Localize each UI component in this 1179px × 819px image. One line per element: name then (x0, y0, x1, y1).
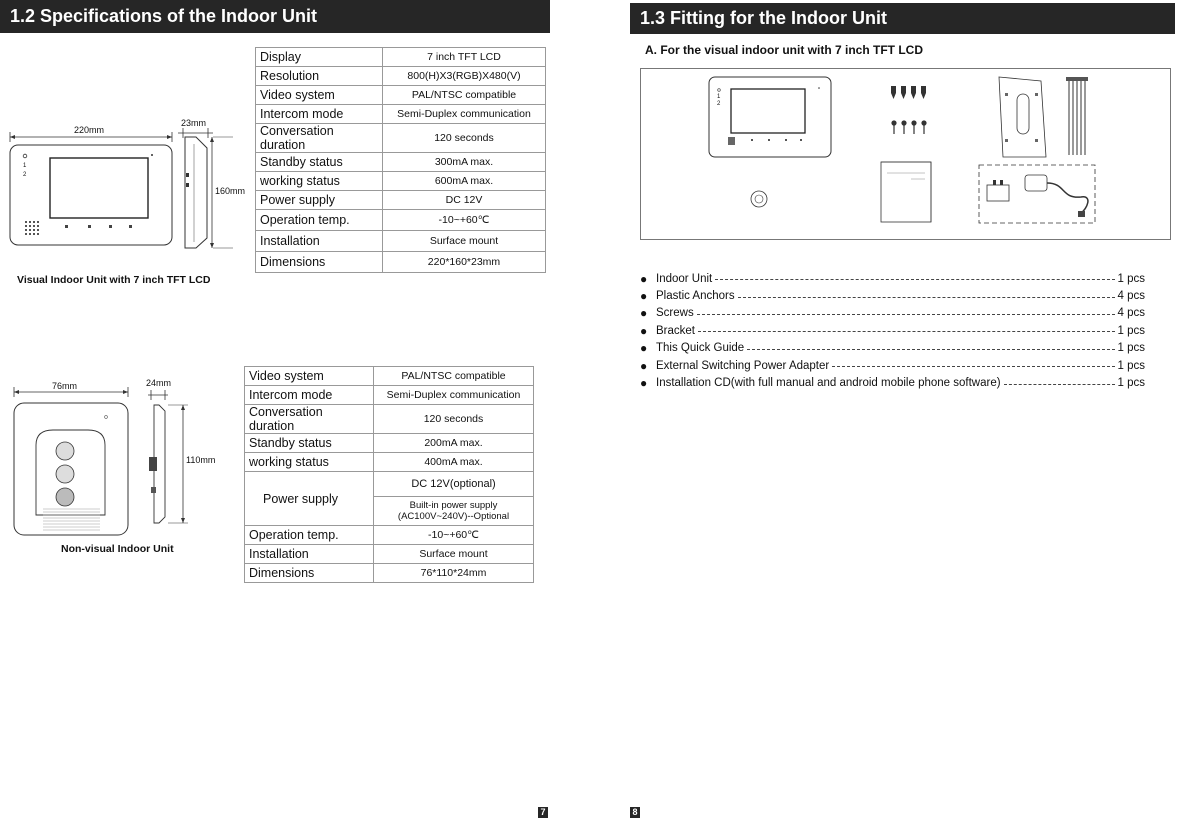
fittings-list (640, 270, 1145, 392)
spec-label: Installation (256, 231, 383, 252)
visual-unit-svg (8, 118, 248, 258)
spec-row (245, 526, 534, 545)
spec-row (256, 172, 546, 191)
spec-row (256, 67, 546, 86)
spec-label: Conversation duration (256, 124, 383, 153)
fitting-item-qty: 1 pcs (1117, 377, 1145, 390)
spec-value: 120 seconds (383, 124, 546, 153)
spec-label: Dimensions (245, 564, 374, 583)
fitting-item-name: Plastic Anchors (656, 290, 735, 303)
spec-label: Installation (245, 545, 374, 564)
spec-row (245, 453, 534, 472)
page-number-right: 8 (630, 807, 640, 818)
fitting-item-qty: 1 pcs (1117, 342, 1145, 355)
dash-leader (738, 297, 1115, 298)
nonvisual-unit-caption: Non-visual Indoor Unit (61, 543, 174, 555)
spec-row (256, 86, 546, 105)
spec-row (245, 564, 534, 583)
fitting-item-name: Screws (656, 307, 694, 320)
fitting-item-qty: 1 pcs (1117, 324, 1145, 337)
spec-value: 76*110*24mm (374, 564, 534, 583)
spec-label: working status (256, 172, 383, 191)
spec-value: PAL/NTSC compatible (383, 86, 546, 105)
spec-value: DC 12V (383, 191, 546, 210)
fitting-item-name: This Quick Guide (656, 342, 745, 355)
fitting-item-qty: 1 pcs (1117, 359, 1145, 372)
spec-label: Video system (245, 367, 374, 386)
spec-row (256, 105, 546, 124)
spec-label: Standby status (256, 153, 383, 172)
spec-label: Display (256, 48, 383, 67)
dash-leader (698, 331, 1115, 332)
visual-digit-2: 2 (23, 172, 27, 178)
fitting-item (640, 374, 1145, 391)
spec-label: Intercom mode (256, 105, 383, 124)
spec-label: Video system (256, 86, 383, 105)
spec-label: Conversation duration (245, 405, 374, 434)
spec-value: 400mA max. (374, 453, 534, 472)
nonvisual-unit-drawing (8, 375, 248, 545)
visual-height-dim: 160mm (215, 186, 246, 196)
bullet-icon: ● (640, 306, 648, 321)
nonvisual-height-dim: 110mm (186, 455, 216, 465)
spec-value: 600mA max. (383, 172, 546, 191)
spec-value: 200mA max. (374, 434, 534, 453)
spec-value: -10~+60℃ (383, 210, 546, 231)
spec-row (245, 472, 534, 497)
fitting-item-qty: 1 pcs (1117, 272, 1145, 285)
spec-value: 7 inch TFT LCD (383, 48, 546, 67)
spec-label: Resolution (256, 67, 383, 86)
fitting-item-name: Indoor Unit (656, 272, 713, 285)
spec-label: Dimensions (256, 252, 383, 273)
nonvisual-depth-dim: 24mm (146, 378, 172, 388)
spec-label: Power supply (256, 191, 383, 210)
fitting-digit-2: 2 (717, 101, 721, 107)
spec-label: Operation temp. (245, 526, 374, 545)
spec-value: 300mA max. (383, 153, 546, 172)
visual-unit-drawing (8, 118, 248, 258)
fitting-item (640, 305, 1145, 322)
bullet-icon: ● (640, 376, 648, 391)
nonvisual-width-dim: 76mm (52, 381, 78, 391)
visual-depth-dim: 23mm (181, 118, 207, 128)
dash-leader (697, 314, 1115, 315)
section-title-fitting: 1.3 Fitting for the Indoor Unit (630, 3, 1175, 34)
spec-row (256, 252, 546, 273)
dash-leader (747, 349, 1114, 350)
bullet-icon: ● (640, 271, 648, 286)
bullet-icon: ● (640, 358, 648, 373)
spec-row (245, 434, 534, 453)
fitting-digit-1: 1 (717, 94, 721, 100)
fittings-illustration (640, 68, 1171, 240)
fitting-item-name: Installation CD(with full manual and android mobile phone software) (656, 377, 1001, 390)
fitting-item-qty: 4 pcs (1117, 307, 1145, 320)
section-title-specs: 1.2 Specifications of the Indoor Unit (0, 0, 550, 33)
fitting-item (640, 322, 1145, 339)
spec-value: Semi-Duplex communication (383, 105, 546, 124)
visual-spec-table (255, 47, 546, 273)
dash-leader (1004, 384, 1115, 385)
spec-row (245, 386, 534, 405)
fitting-item-name: Bracket (656, 324, 695, 337)
spec-row (256, 231, 546, 252)
subsection-title: A. For the visual indoor unit with 7 inch TFT LCD (645, 43, 923, 57)
visual-unit-caption: Visual Indoor Unit with 7 inch TFT LCD (17, 274, 211, 286)
spec-value: PAL/NTSC compatible (374, 367, 534, 386)
bullet-icon: ● (640, 323, 648, 338)
fitting-item (640, 270, 1145, 287)
fitting-item (640, 340, 1145, 357)
spec-value: 220*160*23mm (383, 252, 546, 273)
spec-row (256, 191, 546, 210)
spec-row (256, 153, 546, 172)
bullet-icon: ● (640, 289, 648, 304)
spec-value: DC 12V(optional) (374, 472, 534, 497)
fitting-item-qty: 4 pcs (1117, 290, 1145, 303)
fittings-svg (641, 69, 1172, 241)
dash-leader (715, 279, 1114, 280)
spec-row (256, 124, 546, 153)
page-number-left: 7 (538, 807, 548, 818)
spec-row (245, 367, 534, 386)
spec-row (256, 210, 546, 231)
spec-row (245, 545, 534, 564)
spec-value: Built-in power supply (AC100V~240V)--Optional (374, 497, 534, 526)
spec-label: Operation temp. (256, 210, 383, 231)
nonvisual-spec-table (244, 366, 534, 583)
fitting-item-name: External Switching Power Adapter (656, 359, 830, 372)
spec-value: 800(H)X3(RGB)X480(V) (383, 67, 546, 86)
spec-value: Surface mount (383, 231, 546, 252)
spec-label: Standby status (245, 434, 374, 453)
spec-label: Intercom mode (245, 386, 374, 405)
spec-label: Power supply (245, 472, 374, 526)
spec-value: Surface mount (374, 545, 534, 564)
fitting-item (640, 287, 1145, 304)
spec-label: working status (245, 453, 374, 472)
spec-row (245, 405, 534, 434)
dash-leader (832, 366, 1114, 367)
spec-row (256, 48, 546, 67)
bullet-icon: ● (640, 341, 648, 356)
fitting-item (640, 357, 1145, 374)
spec-value: -10~+60℃ (374, 526, 534, 545)
visual-digit-1: 1 (23, 163, 27, 169)
visual-width-dim: 220mm (74, 125, 105, 135)
spec-value: Semi-Duplex communication (374, 386, 534, 405)
spec-value: 120 seconds (374, 405, 534, 434)
